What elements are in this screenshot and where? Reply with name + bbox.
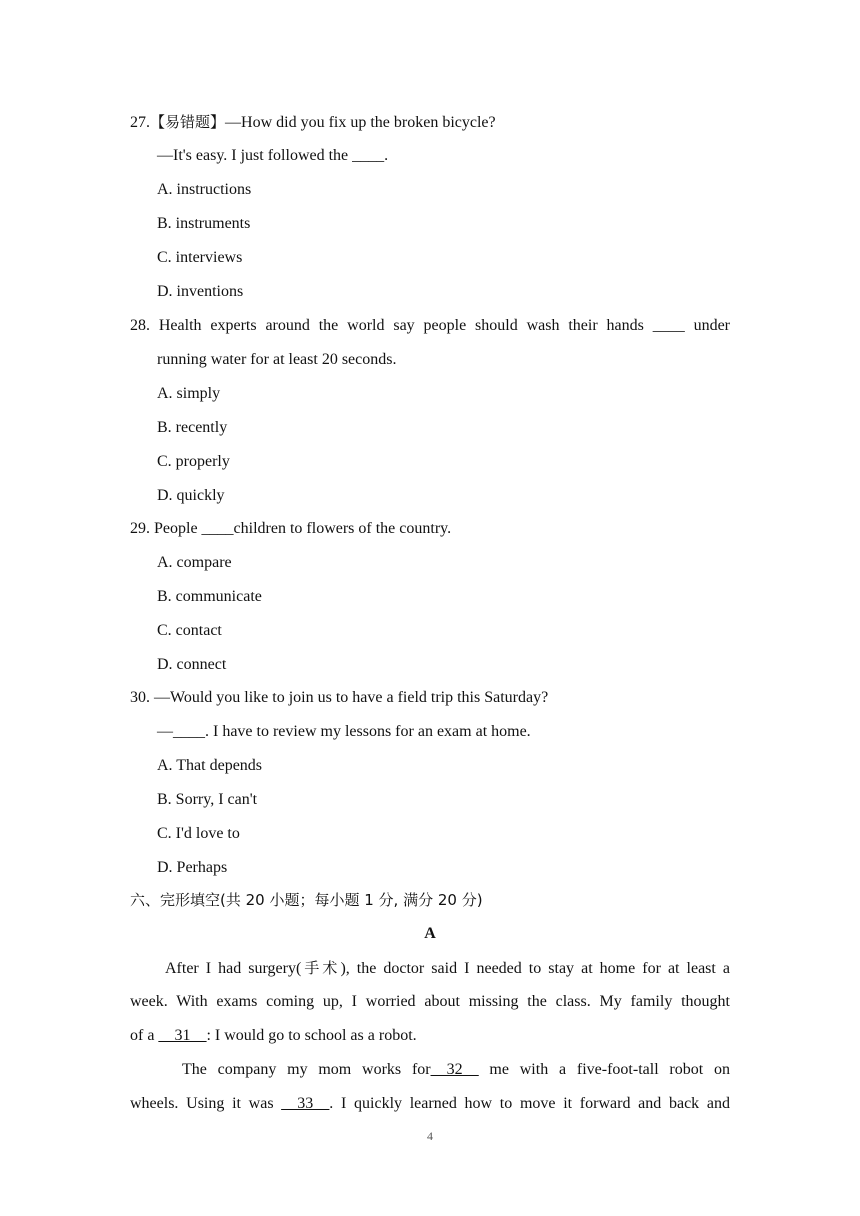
q30-line2: —____. I have to review my lessons for an exam at home. xyxy=(157,723,531,740)
q30-option-d: D. Perhaps xyxy=(157,859,228,876)
q28-option-b: B. recently xyxy=(157,419,228,436)
q27-line2: —It's easy. I just followed the ____. xyxy=(157,147,389,164)
q30-option-c: C. I'd love to xyxy=(157,825,240,842)
q27-option-b: B. instruments xyxy=(157,215,251,232)
q28-option-a: A. simply xyxy=(157,385,221,402)
q30-option-a: A. That depends xyxy=(157,757,263,774)
passage-line-2: week. With exams coming up, I worried about missing the class. My family thought xyxy=(130,993,730,1010)
q29-option-d: D. connect xyxy=(157,656,227,673)
passage-line-5: wheels. Using it was __33__. I quickly learned how to move it forward and back and xyxy=(130,1095,730,1112)
q27-option-c: C. interviews xyxy=(157,249,243,266)
blank-32: __32__ xyxy=(430,1061,479,1078)
page-number: 4 xyxy=(427,1129,433,1143)
q30-option-b: B. Sorry, I can't xyxy=(157,791,258,808)
q28-option-d: D. quickly xyxy=(157,487,225,504)
q28-line2: running water for at least 20 seconds. xyxy=(157,351,397,368)
passage-line-1: After I had surgery(手术), the doctor said I needed to stay at home for at least a xyxy=(165,959,730,977)
chinese-gloss: 手术 xyxy=(301,959,341,977)
q27-number: 27. xyxy=(130,114,150,131)
q27-tag: 【易错题】 xyxy=(150,113,226,131)
blank-31: __31__ xyxy=(158,1027,207,1044)
passage-line-4: The company my mom works for__32__ me with a five-foot-tall robot on xyxy=(182,1061,730,1078)
q29-option-a: A. compare xyxy=(157,554,232,571)
q29-option-b: B. communicate xyxy=(157,588,262,605)
q27-question: —How did you fix up the broken bicycle? xyxy=(225,114,496,131)
q27-stem xyxy=(130,112,730,133)
q28-option-c: C. properly xyxy=(157,453,230,470)
q27-option-d: D. inventions xyxy=(157,283,244,300)
passage-line-3: of a __31__: I would go to school as a robot. xyxy=(130,1027,417,1044)
section-heading: 六、完形填空(共 20 小题；每小题 1 分, 满分 20 分) xyxy=(130,891,483,909)
q27-option-a: A. instructions xyxy=(157,181,252,198)
passage-part-label: A xyxy=(424,925,436,942)
q28-stem: 28. Health experts around the world say people should wash their hands ____ under xyxy=(130,317,730,334)
q29-stem: 29. People ____children to flowers of the country. xyxy=(130,520,452,537)
q29-option-c: C. contact xyxy=(157,622,222,639)
q30-stem: 30. —Would you like to join us to have a field trip this Saturday? xyxy=(130,689,549,706)
blank-33: __33__ xyxy=(281,1095,330,1112)
